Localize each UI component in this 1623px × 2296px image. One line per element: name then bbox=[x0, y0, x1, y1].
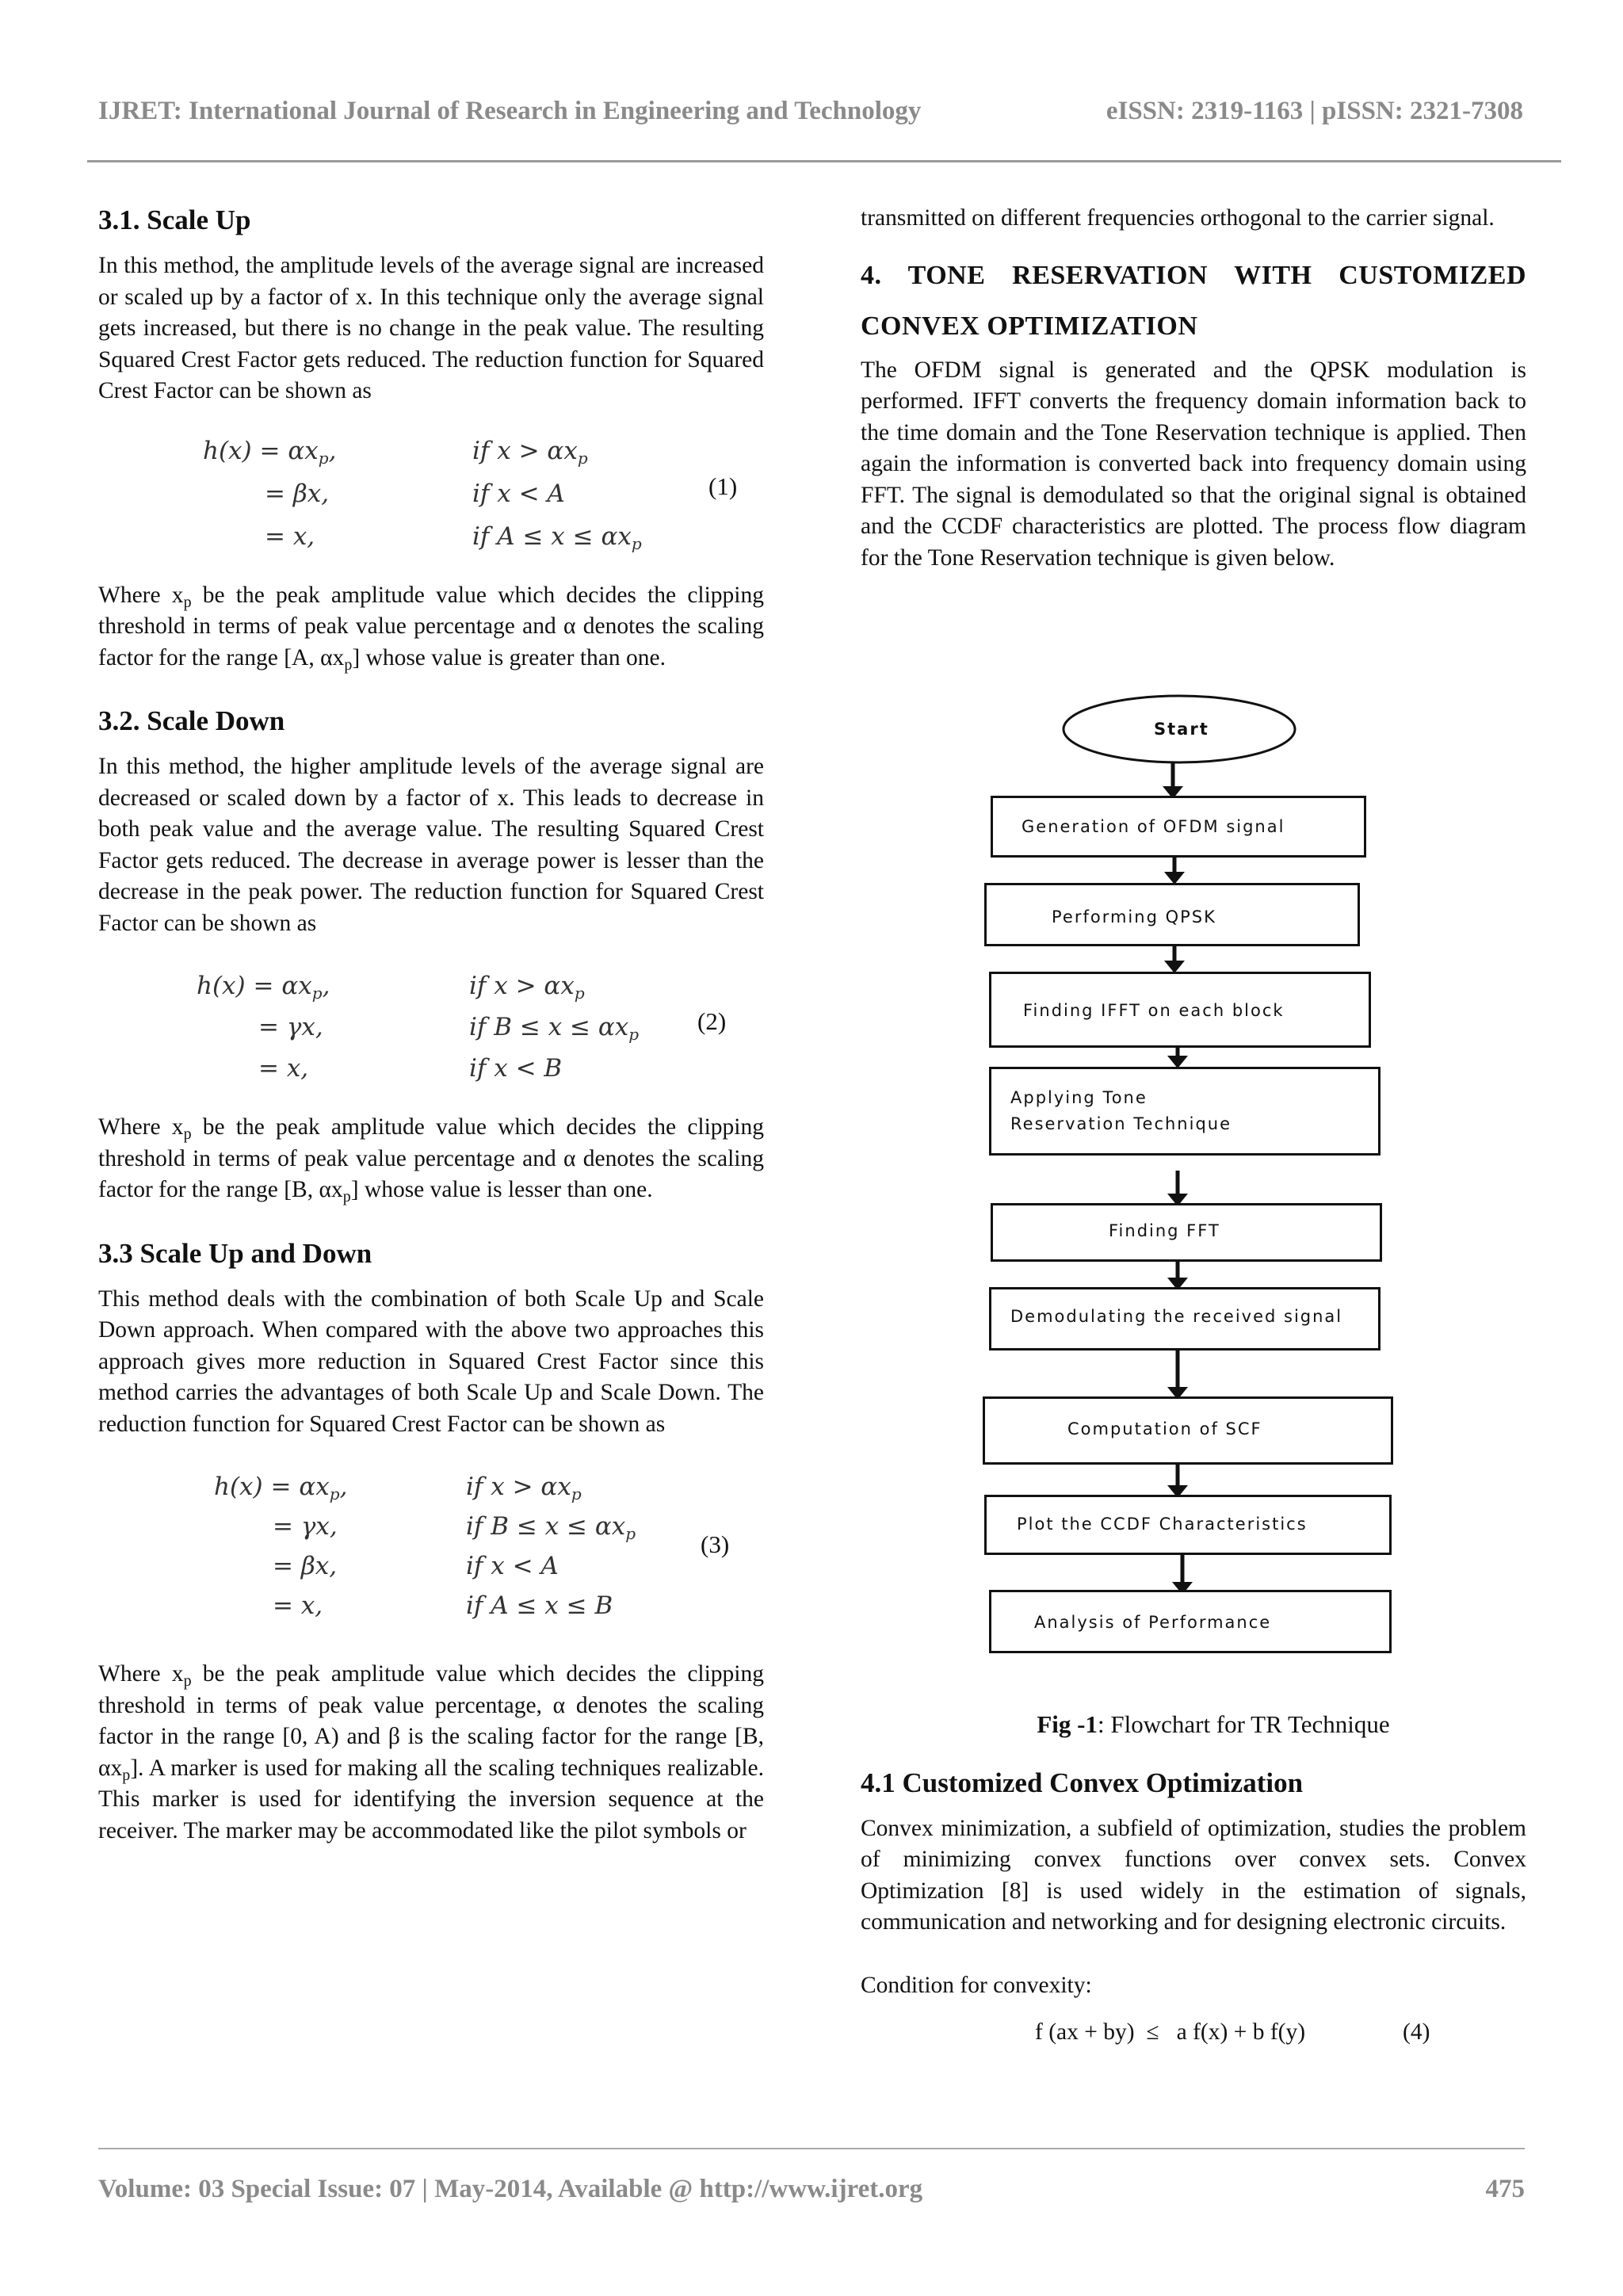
eq1-row: if x < A bbox=[472, 479, 565, 508]
left-column bbox=[98, 203, 764, 1847]
flow-step: Computation of SCF bbox=[983, 1396, 1393, 1465]
eq2-row: = γx, bbox=[258, 1013, 323, 1041]
section-heading-3-2: 3.2. Scale Down bbox=[98, 705, 285, 736]
paragraph-where-2: Where $x_p$ be the peak amplitude value which decides the clipping threshold in terms of peak value percentage and α denotes the scaling factor for the range [B, $\alpha x_p$] whose value is lesser than one. bbox=[98, 1114, 765, 1205]
paragraph-scale-up: In this method, the amplitude levels of the average signal are increased or scaled up by a factor of x. In this technique only the average signal gets increased, but there is no change in the peak value. The resulting Squared Crest Factor gets reduced. The reduction function for Squared Crest Factor can be shown as bbox=[98, 253, 764, 403]
paragraph-scale-up-down: This method deals with the combination of both Scale Up and Scale Down approach. When compared with the above two approaches this approach gives more reduction in Squared Crest Factor since this method carries the advantages of both Scale Up and Scale Down. The reduction function for Squared Crest Factor can be shown as bbox=[98, 1286, 764, 1437]
eq3-row: = γx, bbox=[273, 1512, 338, 1541]
eq1-row: = x, bbox=[265, 521, 315, 551]
flow-step: Performing QPSK bbox=[984, 883, 1360, 946]
equation-4 bbox=[861, 2017, 1526, 2057]
eq3-row: $h(x) = \alpha x_p$, bbox=[214, 1473, 348, 1503]
flow-step: Finding FFT bbox=[991, 1203, 1382, 1262]
page-number: 475 bbox=[1485, 2175, 1525, 2203]
right-column bbox=[861, 203, 1526, 574]
flow-step: Analysis of Performance bbox=[989, 1590, 1392, 1653]
flowchart bbox=[975, 690, 1395, 1648]
header-rule bbox=[87, 160, 1561, 162]
paragraph-where-3: Where $x_p$ be the peak amplitude value which decides the clipping threshold in terms of peak value percentage, α denotes the scaling factor in the range [0, A) and β is the scaling factor for the range [B, $\alpha x_p$]. A marker is used for making all the scaling techniques realizable. This marker is used for identifying the inversion sequence at the receiver. The marker may be accommodated like the pilot symbols or bbox=[98, 1661, 765, 1843]
equation-2 bbox=[98, 953, 764, 1087]
section-heading-4-1: 4.1 Customized Convex Optimization bbox=[861, 1767, 1304, 1798]
flow-step: Demodulating the received signal bbox=[989, 1287, 1381, 1350]
paragraph-tone-reservation: The OFDM signal is generated and the QPSK modulation is performed. IFFT converts the frequency domain information back to the time domain and the Tone Reservation technique is applied. Then again the information is converted back into frequency domain using FFT. The signal is demodulated so that the original signal is obtained and the CCDF characteristics are plotted. The process flow diagram for the Tone Reservation technique is given below. bbox=[861, 357, 1526, 571]
eq3-row: if $B \le x \le \alpha x_p$ bbox=[466, 1512, 636, 1543]
equation-number: (1) bbox=[708, 472, 738, 500]
paragraph-continuation: transmitted on different frequencies orthogonal to the carrier signal. bbox=[861, 205, 1495, 231]
flow-step: Generation of OFDM signal bbox=[991, 796, 1366, 858]
section-heading-3-1: 3.1. Scale Up bbox=[98, 204, 251, 235]
eq3-row: if x < A bbox=[466, 1552, 559, 1580]
equation-3 bbox=[98, 1454, 764, 1624]
equation-number: (4) bbox=[1403, 2019, 1430, 2045]
flow-step: Applying Tone Reservation Technique bbox=[989, 1067, 1381, 1156]
eq1-row: if $x > \alpha x_p$ bbox=[472, 436, 588, 468]
section-heading-4: 4. TONE RESERVATION WITH CUSTOMIZED CONVEX OPTIMIZATION bbox=[861, 260, 1526, 341]
equation-number: (2) bbox=[697, 1007, 727, 1035]
eq1-row: if $A \le x \le \alpha x_p$ bbox=[472, 521, 642, 553]
eq2-row: if $x > \alpha x_p$ bbox=[469, 972, 585, 1003]
convexity-condition-label: Condition for convexity: bbox=[861, 1972, 1092, 1998]
right-column-lower bbox=[861, 1709, 1526, 2057]
flow-step: Finding IFFT on each block bbox=[989, 972, 1371, 1048]
paragraph-where-1: Where $x_p$ be the peak amplitude value which decides the clipping threshold in terms of peak value percentage and α denotes the scaling factor for the range [A, $\alpha x_p$] whose value is greater than one. bbox=[98, 582, 765, 674]
equation-1 bbox=[98, 422, 764, 555]
eq3-row: = βx, bbox=[273, 1552, 338, 1580]
figure-caption: Fig -1: Flowchart for TR Technique bbox=[1037, 1710, 1390, 1738]
eq3-row: = x, bbox=[273, 1591, 323, 1620]
paragraph-convex-optimization: Convex minimization, a subfield of optimization, studies the problem of minimizing convex functions over convex sets. Convex Optimization [8] is used widely in the estimation of signals, communication and networking and for designing electronic circuits. bbox=[861, 1815, 1526, 1935]
eq1-row: = βx, bbox=[265, 479, 330, 508]
eq2-row: = x, bbox=[258, 1054, 309, 1083]
footer-rule bbox=[98, 2148, 1525, 2149]
eq2-row: $h(x) = \alpha x_p$, bbox=[197, 972, 330, 1003]
journal-title: IJRET: International Journal of Research in Engineering and Technology bbox=[98, 97, 922, 125]
flow-step: Plot the CCDF Characteristics bbox=[984, 1495, 1392, 1555]
paragraph-scale-down: In this method, the higher amplitude levels of the average signal are decreased or scaled down by a factor of x. This leads to decrease in both peak value and the average value. The resulting Squared Crest Factor gets reduced. The decrease in average power is lesser than the decrease in the peak power. The reduction function for Squared Crest Factor can be shown as bbox=[98, 754, 764, 936]
equation-4-expression: f (ax + by) ≤ a f(x) + b f(y) bbox=[1035, 2019, 1306, 2045]
equation-number: (3) bbox=[701, 1530, 730, 1558]
eq2-row: if x < B bbox=[469, 1054, 563, 1083]
footer-volume: Volume: 03 Special Issue: 07 | May-2014, Available @ http://www.ijret.org bbox=[98, 2175, 923, 2203]
eq3-row: if $x > \alpha x_p$ bbox=[466, 1473, 582, 1503]
start-label: Start bbox=[1154, 720, 1209, 739]
eq1-row: $h(x) = \alpha x_p$, bbox=[203, 436, 337, 468]
eq3-row: if A ≤ x ≤ B bbox=[466, 1591, 613, 1620]
section-heading-3-3: 3.3 Scale Up and Down bbox=[98, 1237, 372, 1269]
eq2-row: if $B \le x \le \alpha x_p$ bbox=[469, 1013, 640, 1044]
issn: eISSN: 2319-1163 | pISSN: 2321-7308 bbox=[1106, 97, 1523, 125]
